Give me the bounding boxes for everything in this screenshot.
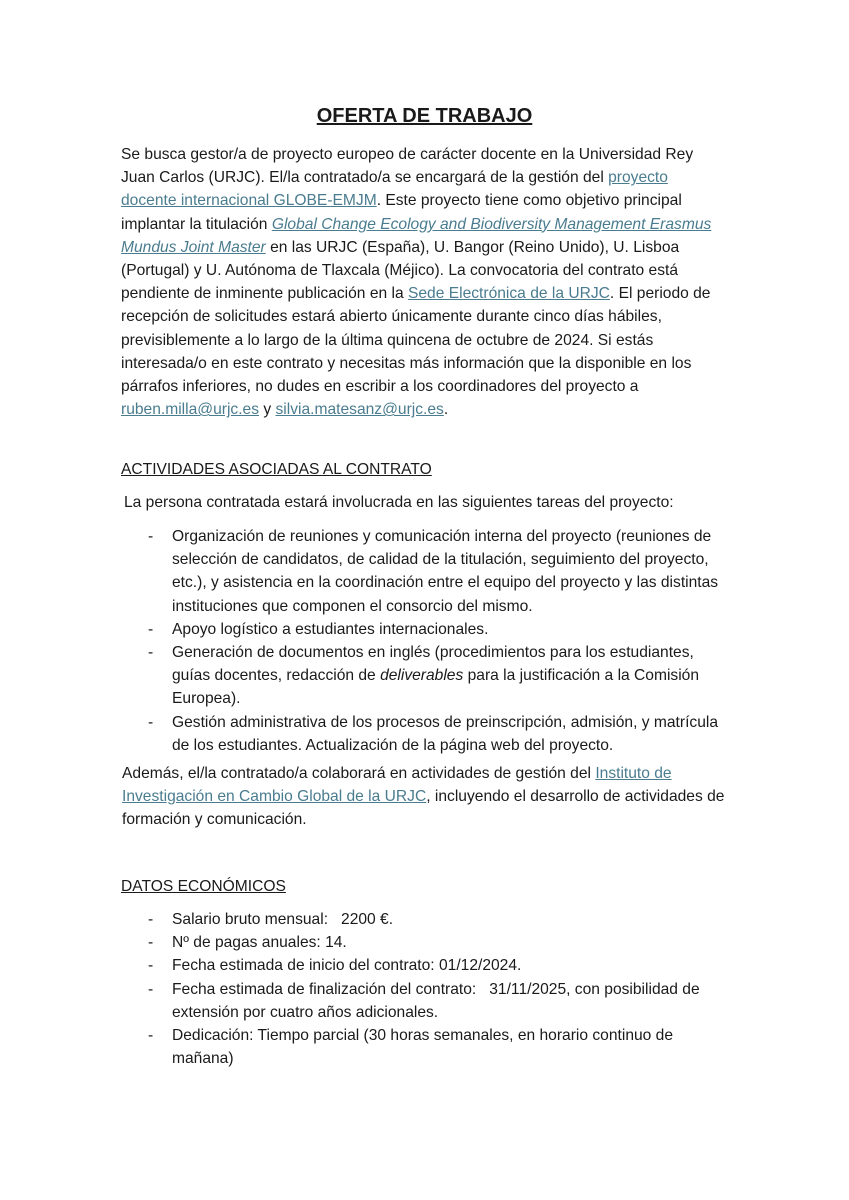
sede-electronica-link[interactable]: Sede Electrónica de la URJC bbox=[407, 285, 610, 303]
master-link-title: Global Change Ecology and Biodiversity Management Erasmus Mundus Joint Master bbox=[121, 215, 712, 256]
economic-item: - Fecha estimada de inicio del contrato: 01/12/2024. bbox=[121, 954, 731, 977]
intro-text-6: . bbox=[443, 401, 449, 419]
activities-heading: ACTIVIDADES ASOCIADAS AL CONTRATO bbox=[121, 461, 432, 478]
economic-heading: DATOS ECONÓMICOS bbox=[121, 878, 286, 895]
intro-text-1: Se busca gestor/a de proyecto europeo de carácter docente en la Universidad Rey Juan Carlos (URJC). El/la contratado/a se encargará de la gestión del bbox=[121, 146, 694, 187]
additional-paragraph bbox=[122, 762, 728, 832]
intro-text-5: y bbox=[259, 401, 276, 419]
activity-item bbox=[121, 641, 731, 711]
activity-item: - Apoyo logístico a estudiantes internacionales. bbox=[121, 618, 731, 641]
additional-text-1: Además, el/la contratado/a colaborará en actividades de gestión del bbox=[122, 765, 596, 782]
activities-list bbox=[121, 525, 731, 757]
economic-item: - Fecha estimada de finalización del contrato: 31/11/2025, con posibilidad de extensión por cuatro años adicionales. bbox=[121, 978, 731, 1024]
intro-text-4: . El periodo de recepción de solicitudes estará abierto únicamente durante cinco días hábiles, previsiblemente a lo largo de la última quincena de octubre de 2024. Si estás interesada/o en este contrato y necesitas más información que la disponible en los párrafos inferiores, no dudes en escribir a los coordinadores del proyecto a bbox=[121, 285, 711, 396]
email-link-ruben[interactable]: ruben.milla@urjc.es bbox=[121, 401, 260, 419]
activities-intro: La persona contratada estará involucrada en las siguientes tareas del proyecto: bbox=[124, 494, 674, 511]
economic-item: - Nº de pagas anuales: 14. bbox=[121, 931, 731, 954]
email-link-silvia[interactable]: silvia.matesanz@urjc.es bbox=[275, 401, 444, 419]
activity-item-text: Generación de documentos en inglés (procedimientos para los estudiantes, guías docentes, redacción de bbox=[172, 644, 694, 685]
activity-item-text: para la justificación a la Comisión Europea). bbox=[172, 667, 700, 708]
intro-text-3: en las URJC (España), U. Bangor (Reino Unido), U. Lisboa (Portugal) y U. Autónoma de Tlaxcala (Méjico). La convocatoria del contrato está pendiente de inminente publicación en la bbox=[121, 238, 680, 303]
activity-item: - Organización de reuniones y comunicación interna del proyecto (reuniones de selección de candidatos, de calidad de la titulación, seguimiento del proyecto, etc.), y asistencia en la coordinación entre el equipo del proyecto y las distintas instituciones que componen el consorcio del mismo. bbox=[121, 525, 731, 618]
economic-item: - Salario bruto mensual: 2200 €. bbox=[121, 908, 731, 931]
additional-text-2: , incluyendo el desarrollo de actividades de formación y comunicación. bbox=[122, 788, 725, 829]
project-link[interactable]: proyecto docente internacional GLOBE-EMJM bbox=[121, 169, 668, 210]
page-title: OFERTA DE TRABAJO bbox=[316, 105, 533, 127]
institute-link[interactable]: Instituto de Investigación en Cambio Global de la URJC bbox=[122, 765, 672, 806]
activity-item: - Gestión administrativa de los procesos de preinscripción, admisión, y matrícula de los estudiantes. Actualización de la página web del proyecto. bbox=[121, 711, 731, 757]
economic-item: - Dedicación: Tiempo parcial (30 horas semanales, en horario continuo de mañana) bbox=[121, 1024, 731, 1070]
intro-text-2: . Este proyecto tiene como objetivo principal implantar la titulación bbox=[121, 192, 682, 233]
intro-paragraph bbox=[121, 143, 727, 421]
activity-item-emphasis: deliverables bbox=[380, 667, 464, 685]
economic-list bbox=[121, 908, 731, 1070]
